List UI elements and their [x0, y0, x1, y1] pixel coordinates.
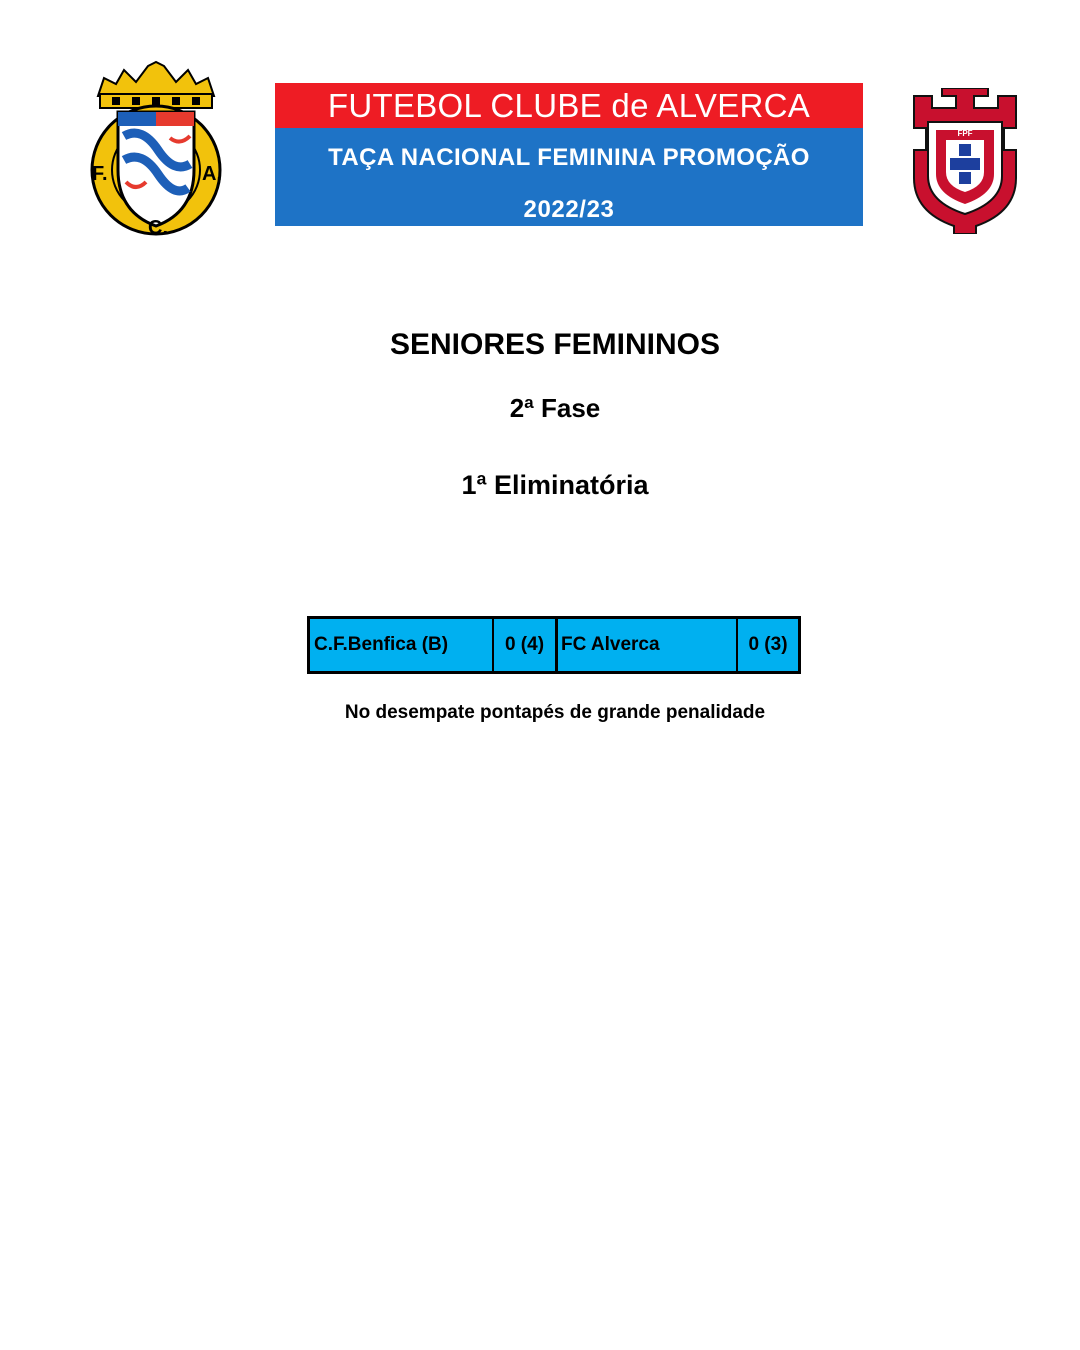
match-result-table: [307, 616, 801, 674]
season-label: 2022/23: [523, 196, 615, 223]
competition-block: [275, 128, 863, 226]
club-name: FUTEBOL CLUBE de ALVERCA: [275, 83, 863, 128]
home-team-name: C.F.Benfica (B): [310, 619, 494, 671]
svg-text:C.: C.: [148, 217, 168, 236]
fc-alverca-crest-icon: [88, 60, 224, 236]
tiebreak-note: No desempate pontapés de grande penalidade: [344, 702, 766, 723]
away-team-name: FC Alverca: [558, 619, 738, 671]
phase-title: 2ª Fase: [509, 393, 601, 423]
svg-text:FPF: FPF: [957, 129, 973, 138]
svg-text:A.: A.: [202, 163, 222, 185]
title-banner: [275, 83, 863, 226]
fpf-crest-icon: [906, 88, 1024, 234]
away-team-score: 0 (3): [748, 634, 788, 655]
svg-text:F.: F.: [92, 163, 108, 185]
home-team-score: 0 (4): [494, 619, 558, 671]
round-title: 1ª Eliminatória: [461, 470, 649, 500]
category-title: SENIORES FEMININOS: [389, 328, 721, 361]
competition-name: TAÇA NACIONAL FEMININA PROMOÇÃO: [328, 144, 810, 171]
